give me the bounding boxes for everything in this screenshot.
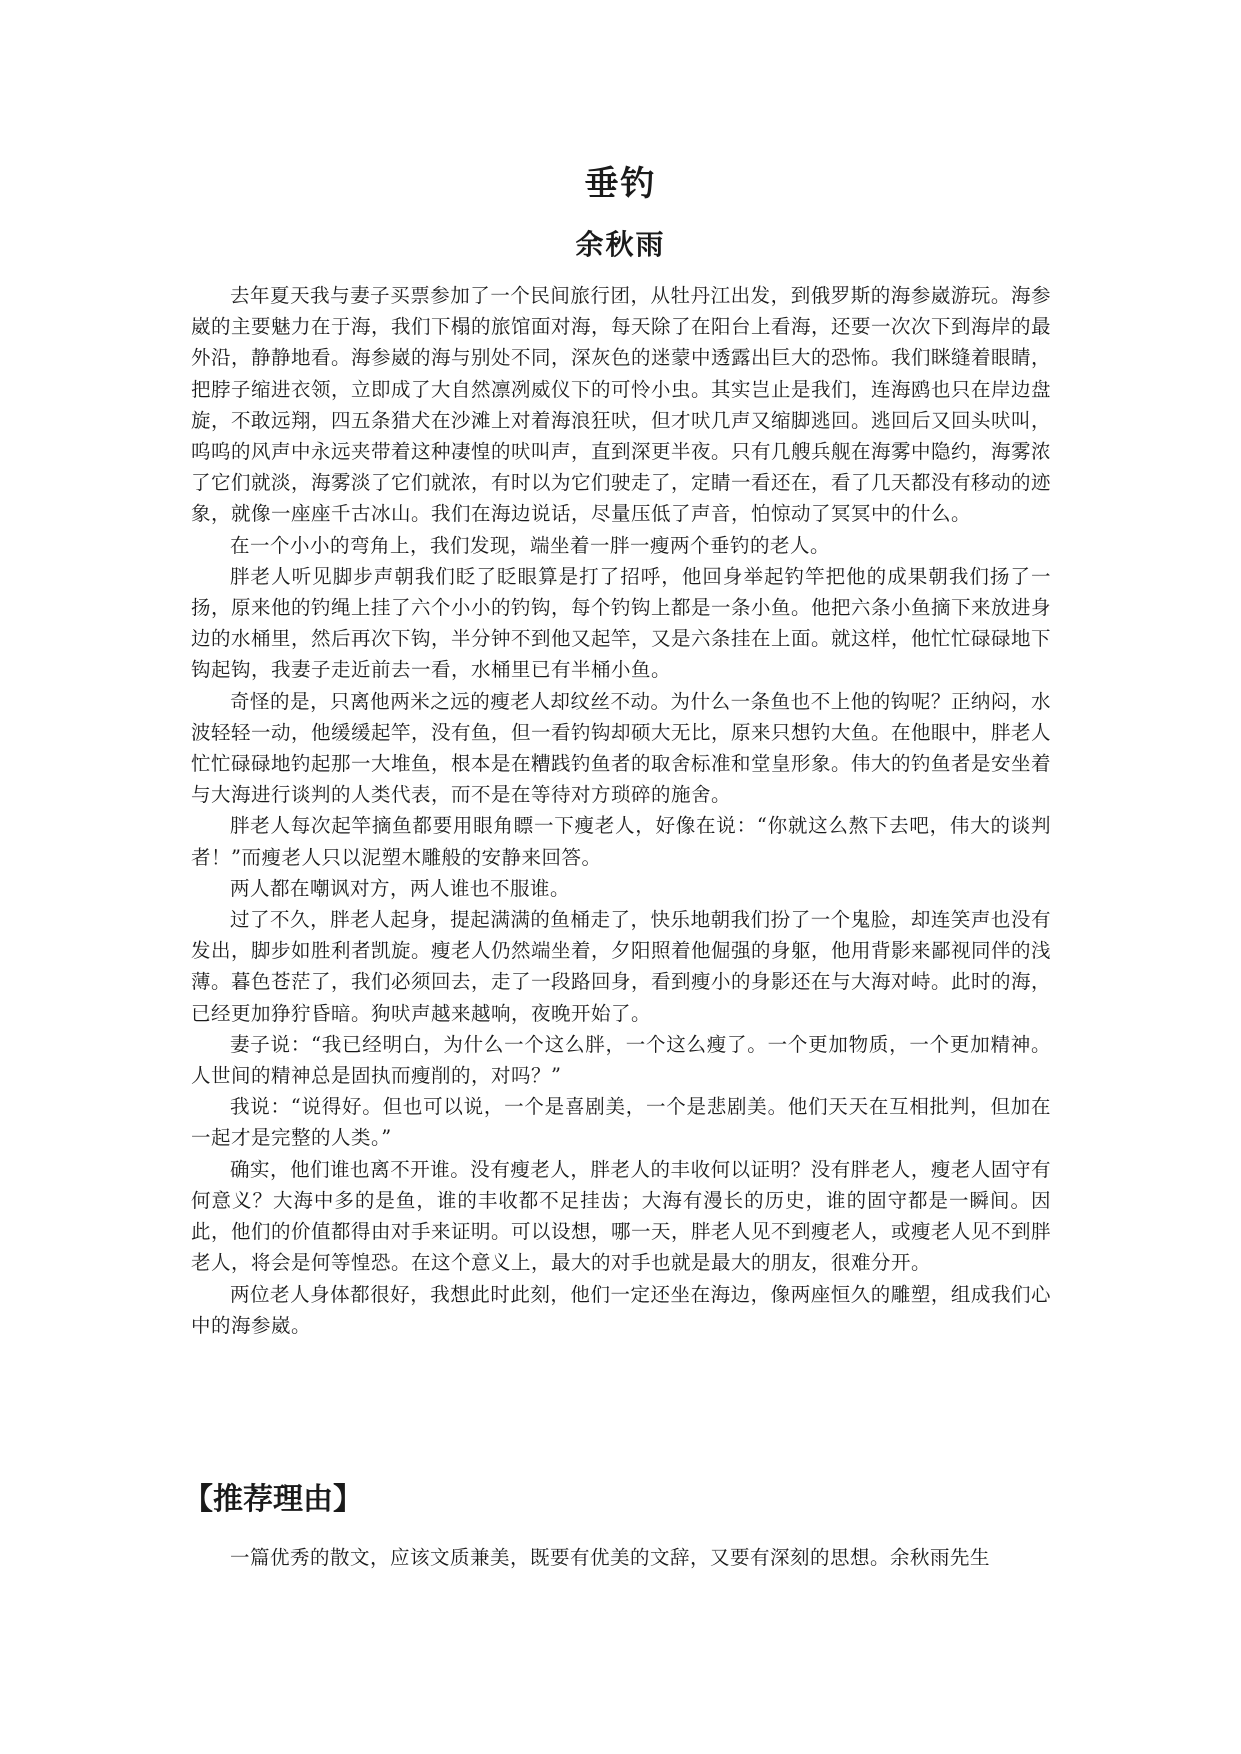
paragraph: 奇怪的是，只离他两米之远的瘦老人却纹丝不动。为什么一条鱼也不上他的钩呢？正纳闷，水波轻轻一动，他缓缓起竿，没有鱼，但一看钓钩却硕大无比，原来只想钓大鱼。在他眼中，胖老人忙忙碌碌地钓起那一大堆鱼，根本是在糟践钓鱼者的取舍标准和堂皇形象。伟大的钓鱼者是安坐着与大海进行谈判的人类代表，而不是在等待对方琐碎的施舍。 [191, 689, 1052, 807]
recommend-paragraph: 一篇优秀的散文，应该文质兼美，既要有优美的文辞，又要有深刻的思想。余秋雨先生 [230, 1546, 991, 1569]
paragraph: 两位老人身体都很好，我想此时此刻，他们一定还坐在海边，像两座恒久的雕塑，组成我们心中的海参崴。 [191, 1282, 1051, 1337]
essay-body [191, 280, 1051, 1341]
paragraph: 在一个小小的弯角上，我们发现，端坐着一胖一瘦两个垂钓的老人。 [230, 533, 831, 557]
paragraph: 我说：“说得好。但也可以说，一个是喜剧美，一个是悲剧美。他们天天在互相批判，但加在一起才是完整的人类。” [191, 1095, 1051, 1150]
paragraph: 两人都在嘲讽对方，两人谁也不服谁。 [230, 876, 571, 900]
paragraph: 胖老人听见脚步声朝我们眨了眨眼算是打了招呼，他回身举起钓竿把他的成果朝我们扬了一扬，原来他的钓绳上挂了六个小小的钓钩，每个钓钩上都是一条小鱼。他把六条小鱼摘下来放进身边的水桶里，然后再次下钩，半分钟不到他又起竿，又是六条挂在上面。就这样，他忙忙碌碌地下钩起钩，我妻子走近前去一看，水桶里已有半桶小鱼。 [191, 564, 1052, 682]
paragraph: 确实，他们谁也离不开谁。没有瘦老人，胖老人的丰收何以证明？没有胖老人，瘦老人固守有何意义？大海中多的是鱼，谁的丰收都不足挂齿；大海有漫长的历史，谁的固守都是一瞬间。因此，他们的价值都得由对手来证明。可以设想，哪一天，胖老人见不到瘦老人，或瘦老人见不到胖老人，将会是何等惶恐。在这个意义上，最大的对手也就是最大的朋友，很难分开。 [191, 1157, 1052, 1275]
recommend-section [191, 1542, 1051, 1573]
paragraph: 去年夏天我与妻子买票参加了一个民间旅行团，从牡丹江出发，到俄罗斯的海参崴游玩。海参崴的主要魅力在于海，我们下榻的旅馆面对海，每天除了在阳台上看海，还要一次次下到海岸的最外沿，静静地看。海参崴的海与别处不同，深灰色的迷蒙中透露出巨大的恐怖。我们眯缝着眼睛，把脖子缩进衣领，立即成了大自然凛冽威仪下的可怜小虫。其实岂止是我们，连海鸥也只在岸边盘旋，不敢远翔，四五条猎犬在沙滩上对着海浪狂吠，但才吠几声又缩脚逃回。逃回后又回头吠叫，呜呜的风声中永远夹带着这种凄惶的吠叫声，直到深更半夜。只有几艘兵舰在海雾中隐约，海雾浓了它们就淡，海雾淡了它们就浓，有时以为它们驶走了，定睛一看还在，看了几天都没有移动的迹象，就像一座座千古冰山。我们在海边说话，尽量压低了声音，怕惊动了冥冥中的什么。 [191, 284, 1052, 526]
essay-title: 垂钓 [584, 164, 657, 204]
paragraph: 胖老人每次起竿摘鱼都要用眼角瞟一下瘦老人，好像在说：“你就这么熬下去吧，伟大的谈判者！”而瘦老人只以泥塑木雕般的安静来回答。 [191, 814, 1051, 869]
section-heading: 【推荐理由】 [183, 1482, 363, 1517]
paragraph: 过了不久，胖老人起身，提起满满的鱼桶走了，快乐地朝我们扮了一个鬼脸，却连笑声也没有发出，脚步如胜利者凯旋。瘦老人仍然端坐着，夕阳照着他倔强的身躯，他用背影来鄙视同伴的浅薄。暮色苍茫了，我们必须回去，走了一段路回身，看到瘦小的身影还在与大海对峙。此时的海，已经更加狰狞昏暗。狗吠声越来越响，夜晚开始了。 [191, 908, 1052, 1025]
essay-author: 余秋雨 [575, 228, 666, 261]
paragraph: 妻子说：“我已经明白，为什么一个这么胖，一个这么瘦了。一个更加物质，一个更加精神。人世间的精神总是固执而瘦削的，对吗？” [191, 1032, 1051, 1088]
